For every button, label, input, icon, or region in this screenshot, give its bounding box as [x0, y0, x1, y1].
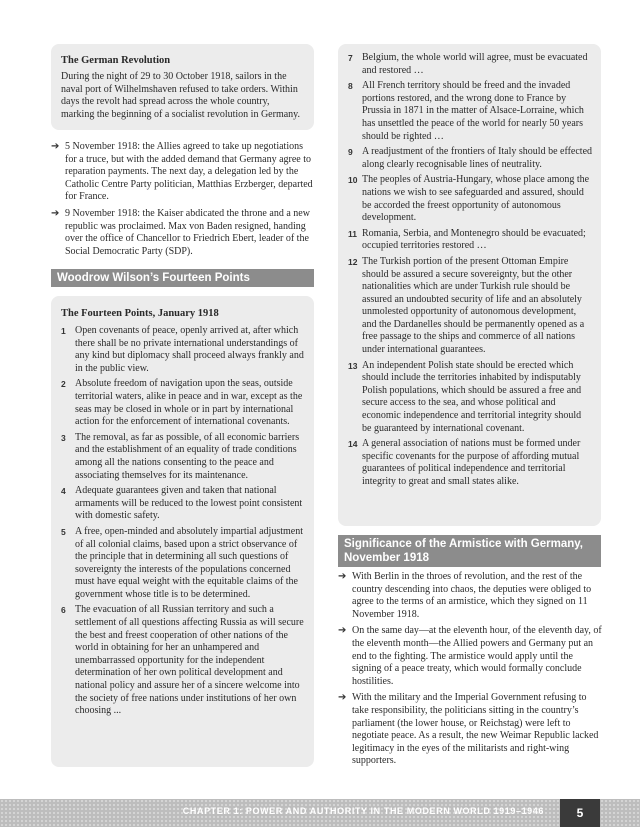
arrow-right-icon: ➔: [338, 625, 347, 637]
point-number: 13: [348, 360, 358, 371]
point-item: [348, 52, 593, 77]
page-number: 5: [560, 799, 600, 827]
point-item: [348, 256, 593, 357]
bullet-item: [51, 208, 317, 258]
armistice-section-heading: Significance of the Armistice with Germany, November 1918: [338, 535, 601, 567]
points-list-left: [61, 325, 306, 718]
arrow-right-icon: ➔: [51, 141, 60, 152]
point-number: 4: [61, 486, 66, 497]
point-number: 3: [61, 432, 66, 443]
point-number: 9: [348, 147, 353, 158]
points-list-right: [348, 52, 593, 489]
point-item: [348, 146, 593, 171]
point-text: The peoples of Austria-Hungary, whose place among the nations we wish to see safeguarded and assured, should be accorded the freest opportunity of autonomous development.: [362, 174, 590, 224]
point-text: The Turkish portion of the present Ottoman Empire should be assured a secure sovereignty, but the other nationalities which are under Turkish rule should be assured an undoubted security of life and an absolutely unmolested opportunity of autonomous development, and the Dardanelles should be permanently opened as a free passage to the ships and commerce of all nations under international guarantees.: [362, 255, 585, 356]
point-text: All French territory should be freed and the invaded portions restored, and the wrong done to France by Prussia in 1871 in the matter of Alsace-Lorraine, which has unsettled the peace of the world for nearly 50 years should be righted …: [362, 80, 584, 142]
point-text: An independent Polish state should be erected which should include the territories inhabited by indisputably Polish populations, which should be assured a free and secure access to the sea, and whose political and economic independence and territorial integrity should be guaranteed by international covenant.: [362, 359, 582, 434]
point-number: 1: [61, 326, 66, 336]
right-bullet-list: [338, 571, 602, 772]
point-item: [348, 360, 593, 436]
wilson-section-heading: Woodrow Wilson’s Fourteen Points: [51, 269, 314, 287]
point-item: [61, 526, 306, 602]
german-revolution-title: The German Revolution: [61, 55, 171, 66]
bullet-text: 9 November 1918: the Kaiser abdicated the throne and a new republic was proclaimed. Max von Baden resigned, handing over the office of Chancellor to Friedrich Ebert, leader of the Social Democratic Party (SDP).: [65, 207, 310, 257]
german-revolution-box: [51, 44, 314, 130]
bullet-text: With the military and the Imperial Government refusing to take responsibility, the politicians sitting in the country’s parliament (the lower house, or Reichstag) were left to negotiate peace. As a result, the new Weimar Republic lacked legitimacy in the eyes of the militarists and right-wing supporters.: [352, 692, 599, 767]
bullet-item: [338, 571, 602, 621]
point-text: Belgium, the whole world will agree, must be evacuated and restored …: [362, 52, 588, 76]
bullet-text: With Berlin in the throes of revolution, and the rest of the country descending into chaos, the deputies were obliged to agree to the terms of an armistice, which they signed on 11 November 1918.: [352, 571, 592, 620]
point-text: The removal, as far as possible, of all economic barriers and the establishment of an equality of trade conditions among all the nations consenting to the peace and associating themselves for its maintenance.: [75, 431, 300, 481]
point-text: Adequate guarantees given and taken that national armaments will be reduced to the lowest point consistent with domestic safety.: [75, 485, 303, 522]
point-item: [61, 604, 306, 717]
point-text: Romania, Serbia, and Montenegro should be evacuated; occupied territories restored …: [362, 227, 586, 252]
point-number: 6: [61, 605, 66, 616]
chapter-title: CHAPTER 1: POWER AND AUTHORITY IN THE MODERN WORLD 1919–1946: [182, 806, 544, 816]
point-number: 8: [348, 81, 353, 92]
point-item: [348, 174, 593, 224]
point-item: [348, 438, 593, 488]
point-number: 7: [348, 53, 353, 63]
point-text: A free, open-minded and absolutely impartial adjustment of all colonial claims, based upon a strict observance of the principle that in determining all such questions of sovereignty the interests of the populations concerned must have equal weight with the equitable claims of the government whose title is to be determined.: [75, 525, 303, 600]
point-number: 14: [348, 439, 358, 450]
point-text: A general association of nations must be formed under specific covenants for the purpose of affording mutual guarantees of political independence and territorial integrity to great and small states alike.: [362, 438, 581, 487]
fourteen-points-box-left: [51, 296, 314, 767]
fourteen-points-box-right: [338, 44, 601, 526]
bullet-item: [338, 692, 602, 768]
point-number: 5: [61, 526, 66, 537]
arrow-right-icon: ➔: [338, 692, 347, 704]
point-text: A readjustment of the frontiers of Italy should be effected along clearly recognisable lines of neutrality.: [362, 146, 593, 170]
bullet-text: 5 November 1918: the Allies agreed to take up negotiations for a truce, but with the added demand that Germany agree to reparation payments. The next day, a delegation led by the Catholic Centre Party politician, Matthias Erzberger, departed for France.: [65, 141, 313, 203]
point-text: Open covenants of peace, openly arrived at, after which there shall be no private international understandings of any kind but diplomacy shall proceed always frankly and in the public view.: [75, 325, 304, 374]
point-number: 11: [348, 228, 357, 239]
point-text: Absolute freedom of navigation upon the seas, outside territorial waters, alike in peace and in war, except as the seas may be closed in whole or in part by international action for the enforcement of international covenants.: [75, 378, 303, 428]
point-item: [61, 485, 306, 523]
point-item: [348, 228, 593, 253]
bullet-text: On the same day—at the eleventh hour, of the eleventh day, of the eleventh month—the Allied powers and Germany put an end to the fighting. The armistice would apply until the signing of a peace treaty, which would formally conclude hostilities.: [352, 625, 602, 687]
page-footer: [0, 799, 640, 827]
point-number: 2: [61, 379, 66, 390]
arrow-right-icon: ➔: [338, 571, 347, 582]
bullet-item: [338, 625, 602, 688]
point-item: [61, 325, 306, 375]
point-number: 10: [348, 175, 358, 186]
arrow-right-icon: ➔: [51, 207, 60, 219]
point-item: [348, 80, 593, 143]
point-item: [61, 432, 306, 482]
german-revolution-text: During the night of 29 to 30 October 1918, sailors in the naval port of Wilhelmshaven refused to take orders. Within days the revolt had spread across the whole country, marking the beginning of a socialist revolution in Germany.: [61, 71, 301, 120]
left-bullet-list: [51, 141, 317, 262]
point-item: [61, 378, 306, 428]
point-number: 12: [348, 256, 358, 267]
point-text: The evacuation of all Russian territory and such a settlement of all questions affecting Russia as will secure the best and freest cooperation of other nations of the world in obtaining for her an unhampered and unembarrassed opportunity for the independent determination of her own political development and national policy and assure her of a sincere welcome into the society of free nations under institutions of her own choosing ...: [75, 604, 304, 717]
bullet-item: [51, 141, 317, 204]
fourteen-points-title: The Fourteen Points, January 1918: [61, 308, 219, 319]
